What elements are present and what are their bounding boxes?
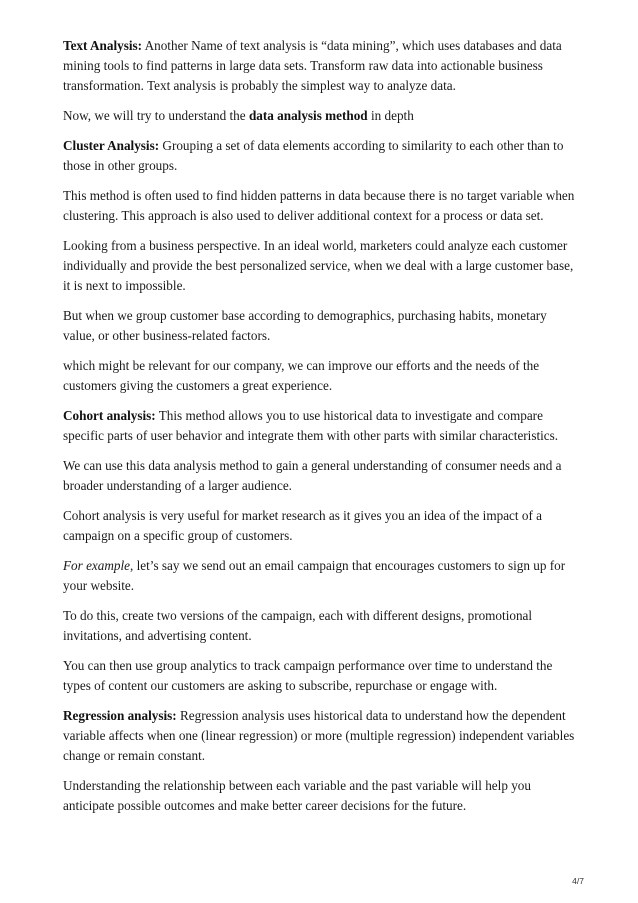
paragraph: This method is often used to find hidden patterns in data because there is no target variable when clustering. This approach is also used to deliver additional context for a process or data set. (63, 188, 575, 223)
paragraph-text-analysis (63, 36, 579, 96)
paragraph-text: Now, we will try to understand the (63, 108, 249, 123)
paragraph: Looking from a business perspective. In an ideal world, marketers could analyze each customer individually and provide the best personalized service, when we deal with a large customer base, it is next to impossible. (63, 238, 574, 293)
paragraph-method-intro (63, 106, 579, 126)
paragraph: To do this, create two versions of the campaign, each with different designs, promotional invitations, and advertising content. (63, 608, 533, 643)
page-number: 4/7 (572, 876, 584, 886)
paragraph-text: Regression analysis uses historical data to understand how the dependent variable affects when one (linear regression) or more (multiple regression) independent variables change or remain constant. (63, 708, 575, 763)
paragraph-text: Another Name of text analysis is “data mining”, which uses databases and data mining tools to find patterns in large data sets. Transform raw data into actionable business transformation. Text analysis is probably the simplest way to analyze data. (63, 38, 562, 93)
emphasis-for-example: For example (63, 558, 131, 573)
paragraph-text: in depth (367, 108, 414, 123)
paragraph: But when we group customer base according to demographics, purchasing habits, monetary value, or other business-related factors. (63, 308, 547, 343)
paragraph: We can use this data analysis method to gain a general understanding of consumer needs and a broader understanding of a larger audience. (63, 458, 562, 493)
heading-regression-analysis: Regression analysis: (63, 708, 177, 723)
paragraph-example (63, 556, 579, 596)
paragraph: Cohort analysis is very useful for market research as it gives you an idea of the impact of a campaign on a specific group of customers. (63, 508, 542, 543)
paragraph-cluster-analysis (63, 136, 579, 176)
emphasis-data-analysis-method: data analysis method (248, 108, 368, 123)
paragraph: which might be relevant for our company, we can improve our efforts and the needs of the customers giving the customers a great experience. (63, 358, 540, 393)
heading-cohort-analysis: Cohort analysis: (63, 408, 156, 423)
document-body (63, 36, 579, 826)
paragraph: You can then use group analytics to track campaign performance over time to understand the types of content our customers are asking to subscribe, repurchase or engage with. (63, 658, 553, 693)
paragraph-text: , let’s say we send out an email campaign that encourages customers to sign up for your website. (63, 558, 566, 593)
paragraph-cohort-analysis (63, 406, 579, 446)
paragraph: Understanding the relationship between each variable and the past variable will help you anticipate possible outcomes and make better career decisions for the future. (63, 778, 531, 813)
heading-text-analysis: Text Analysis: (63, 38, 143, 53)
paragraph-text: This method allows you to use historical data to investigate and compare specific parts of user behavior and integrate them with other parts with similar characteristics. (63, 408, 559, 443)
paragraph-text: Grouping a set of data elements according to similarity to each other than to those in other groups. (63, 138, 564, 173)
heading-cluster-analysis: Cluster Analysis: (63, 138, 160, 153)
paragraph-regression-analysis (63, 706, 579, 766)
